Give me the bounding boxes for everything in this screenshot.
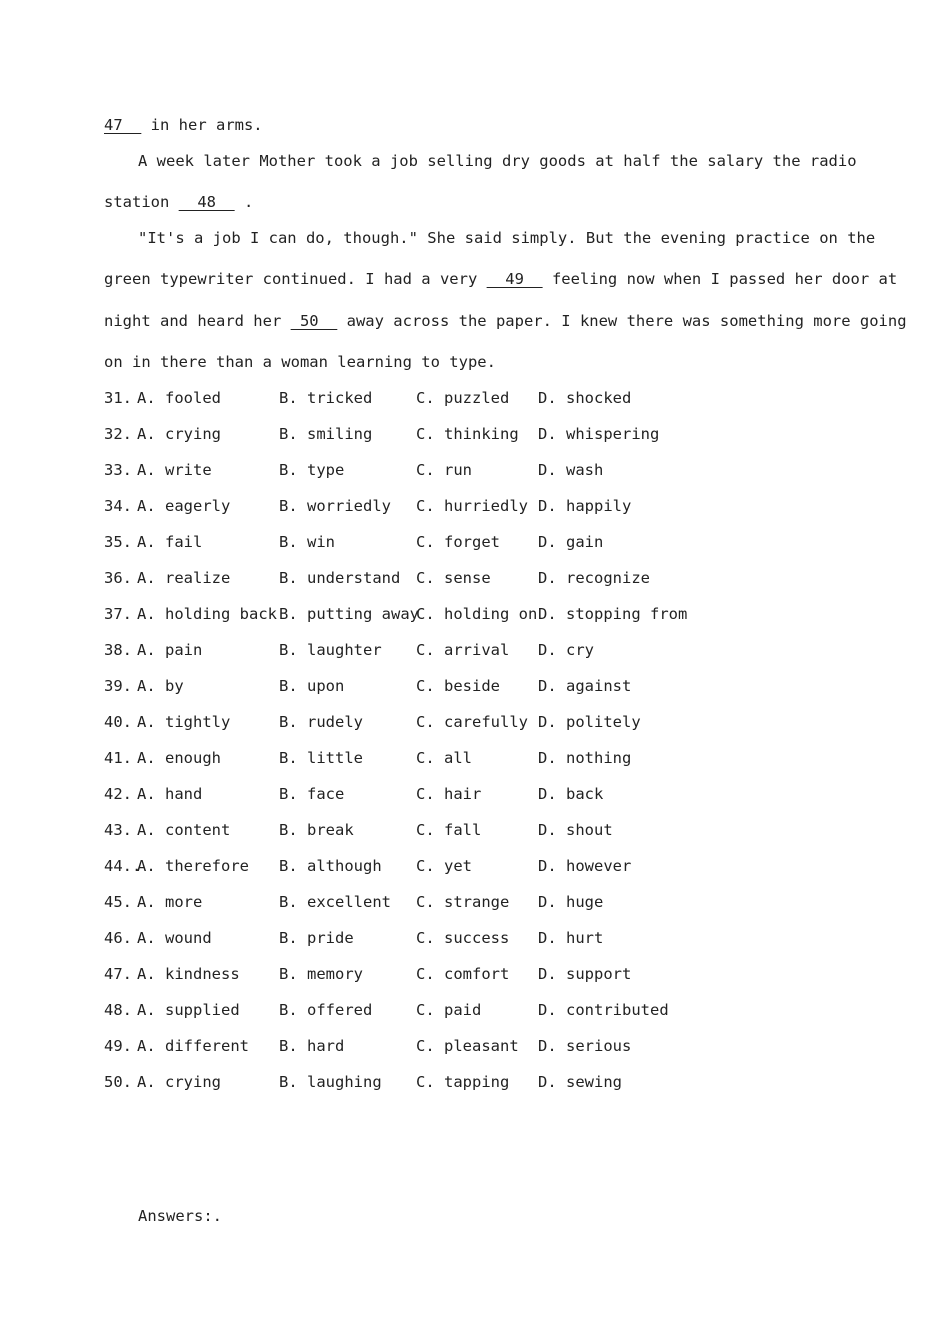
passage-text: .: [234, 193, 254, 211]
question-number: 49.: [104, 1037, 132, 1055]
passage-line-6: [104, 311, 907, 331]
question-number: 34.: [104, 497, 132, 515]
option-d: D. cry: [538, 641, 594, 659]
option-b: B. break: [279, 821, 354, 839]
passage-line-1: [104, 115, 263, 135]
passage-text: in her arms.: [141, 116, 263, 134]
option-b: B. type: [279, 461, 345, 479]
question-number: 42.: [104, 785, 132, 803]
question-number: 31.: [104, 389, 132, 407]
question-number: 45.: [104, 893, 132, 911]
question-number: 38.: [104, 641, 132, 659]
option-a: A. wound: [137, 929, 212, 947]
question-number: 32.: [104, 425, 132, 443]
option-c: C. arrival: [416, 641, 510, 659]
question-number: 44..: [104, 857, 142, 875]
option-b: B. upon: [279, 677, 345, 695]
option-b: B. tricked: [279, 389, 373, 407]
option-d: D. back: [538, 785, 604, 803]
option-b: B. hard: [279, 1037, 345, 1055]
option-d: D. whispering: [538, 425, 660, 443]
option-d: D. hurt: [538, 929, 604, 947]
option-b: B. worriedly: [279, 497, 391, 515]
option-a: A. fail: [137, 533, 203, 551]
option-a: A. tightly: [137, 713, 231, 731]
option-b: B. excellent: [279, 893, 391, 911]
option-c: C. hurriedly: [416, 497, 528, 515]
passage-text: feeling now when I passed her door at: [542, 270, 898, 288]
option-c: C. forget: [416, 533, 500, 551]
passage-text: station: [104, 193, 179, 211]
question-number: 37.: [104, 605, 132, 623]
option-b: B. laughter: [279, 641, 382, 659]
option-c: C. fall: [416, 821, 482, 839]
passage-line-3: [104, 192, 253, 212]
option-b: B. rudely: [279, 713, 363, 731]
option-c: C. puzzled: [416, 389, 510, 407]
blank-50: 50: [290, 312, 338, 330]
option-c: C. all: [416, 749, 472, 767]
option-b: B. pride: [279, 929, 354, 947]
option-d: D. support: [538, 965, 632, 983]
question-number: 48.: [104, 1001, 132, 1019]
option-b: B. understand: [279, 569, 401, 587]
option-c: C. run: [416, 461, 472, 479]
option-b: B. win: [279, 533, 335, 551]
option-d: D. stopping from: [538, 605, 688, 623]
passage-text: away across the paper. I knew there was something more going: [337, 312, 907, 330]
option-c: C. yet: [416, 857, 472, 875]
option-a: A. fooled: [137, 389, 221, 407]
option-d: D. however: [538, 857, 632, 875]
option-b: B. laughing: [279, 1073, 382, 1091]
option-d: D. serious: [538, 1037, 632, 1055]
option-b: B. although: [279, 857, 382, 875]
question-number: 41.: [104, 749, 132, 767]
blank-47: 47: [104, 116, 142, 134]
option-b: B. little: [279, 749, 363, 767]
option-d: D. gain: [538, 533, 604, 551]
option-c: C. tapping: [416, 1073, 510, 1091]
option-d: D. against: [538, 677, 632, 695]
question-number: 50.: [104, 1073, 132, 1091]
option-a: A. enough: [137, 749, 221, 767]
option-d: D. wash: [538, 461, 604, 479]
question-number: 33.: [104, 461, 132, 479]
passage-line-5: [104, 269, 898, 289]
option-a: A. write: [137, 461, 212, 479]
question-number: 39.: [104, 677, 132, 695]
option-d: D. happily: [538, 497, 632, 515]
option-b: B. memory: [279, 965, 363, 983]
option-c: C. carefully: [416, 713, 528, 731]
option-c: C. thinking: [416, 425, 519, 443]
option-d: D. politely: [538, 713, 641, 731]
option-a: A. content: [137, 821, 231, 839]
option-a: A. crying: [137, 425, 221, 443]
question-number: 47.: [104, 965, 132, 983]
option-a: A. different: [137, 1037, 249, 1055]
option-d: D. recognize: [538, 569, 650, 587]
option-d: D. contributed: [538, 1001, 669, 1019]
option-b: B. offered: [279, 1001, 373, 1019]
question-number: 43.: [104, 821, 132, 839]
option-c: C. holding on: [416, 605, 538, 623]
option-a: A. pain: [137, 641, 203, 659]
passage-line-7: on in there than a woman learning to type.: [104, 353, 496, 371]
option-d: D. shocked: [538, 389, 632, 407]
passage-line-4: "It's a job I can do, though." She said simply. But the evening practice on the: [138, 229, 876, 247]
passage-line-2: A week later Mother took a job selling dry goods at half the salary the radio: [138, 152, 857, 170]
option-d: D. huge: [538, 893, 604, 911]
option-d: D. nothing: [538, 749, 632, 767]
option-c: C. hair: [416, 785, 482, 803]
option-d: D. sewing: [538, 1073, 622, 1091]
question-number: 40.: [104, 713, 132, 731]
option-a: A. realize: [137, 569, 231, 587]
option-a: A. more: [137, 893, 203, 911]
option-c: C. success: [416, 929, 510, 947]
question-number: 36.: [104, 569, 132, 587]
option-b: B. face: [279, 785, 345, 803]
passage-text: green typewriter continued. I had a very: [104, 270, 487, 288]
option-a: A. holding back: [137, 605, 277, 623]
question-number: 35.: [104, 533, 132, 551]
question-number: 46.: [104, 929, 132, 947]
option-c: C. comfort: [416, 965, 510, 983]
option-a: A. eagerly: [137, 497, 231, 515]
option-b: B. smiling: [279, 425, 373, 443]
option-c: C. strange: [416, 893, 510, 911]
option-a: A. crying: [137, 1073, 221, 1091]
option-c: C. sense: [416, 569, 491, 587]
option-a: A. supplied: [137, 1001, 240, 1019]
option-c: C. paid: [416, 1001, 482, 1019]
option-c: C. beside: [416, 677, 500, 695]
passage-text: night and heard her: [104, 312, 291, 330]
blank-48: 48: [178, 193, 235, 211]
option-a: A. by: [137, 677, 184, 695]
option-c: C. pleasant: [416, 1037, 519, 1055]
option-a: A. therefore: [137, 857, 249, 875]
blank-49: 49: [486, 270, 543, 288]
option-b: B. putting away: [279, 605, 419, 623]
answers-label: Answers:.: [138, 1207, 222, 1225]
option-a: A. kindness: [137, 965, 240, 983]
option-a: A. hand: [137, 785, 203, 803]
option-d: D. shout: [538, 821, 613, 839]
